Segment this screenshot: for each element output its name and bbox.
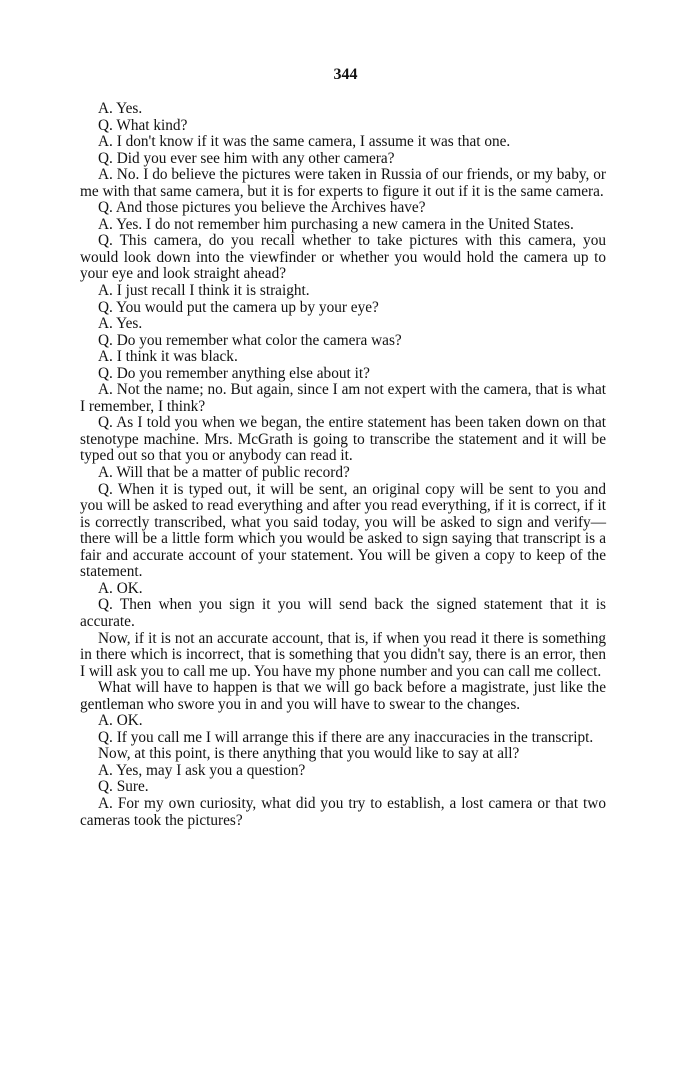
transcript-paragraph: A. Yes. (98, 315, 143, 333)
transcript-paragraph: A. OK. (98, 712, 143, 730)
transcript-paragraph: A. I think it was black. (98, 348, 238, 366)
transcript-paragraph: Q. And those pictures you believe the Archives have? (98, 199, 426, 217)
transcript-paragraph: Q. Do you remember what color the camera was? (98, 331, 402, 349)
page-number: 344 (333, 66, 358, 83)
transcript-paragraph: Q. When it is typed out, it will be sent, an original copy will be sent to you and you will be asked to read everything and after you read everything, if it is correct, if it is correctly transcribed, what you said today, you will be asked to sign and verify—there will be a little form which you would be asked to sign saying that transcript is a fair and accurate account of your statement. You will be given a copy to keep of the statement. (80, 480, 606, 581)
transcript-paragraph: Q. Did you ever see him with any other camera? (98, 149, 395, 167)
transcript-paragraph: Q. If you call me I will arrange this if there are any inaccuracies in the transcript. (98, 728, 594, 746)
transcript-paragraph: A. I just recall I think it is straight. (98, 282, 310, 300)
transcript-paragraph: A. Not the name; no. But again, since I am not expert with the camera, that is what I remember, I think? (80, 381, 606, 415)
transcript-paragraph: A. No. I do believe the pictures were taken in Russia of our friends, or my baby, or me with that same camera, but it is for experts to figure it out if it is the same camera. (80, 166, 606, 200)
transcript-paragraph: Q. As I told you when we began, the entire statement has been taken down on that stenotype machine. Mrs. McGrath is going to transcribe the statement and it will be typed out so that you or anybody can read it. (80, 414, 606, 465)
transcript-paragraph: Q. Then when you sign it you will send back the signed statement that it is accurate. (80, 596, 606, 630)
transcript-body (80, 101, 606, 829)
transcript-paragraph: A. For my own curiosity, what did you try to establish, a lost camera or that two cameras took the pictures? (80, 794, 606, 829)
transcript-paragraph: A. Will that be a matter of public record? (98, 464, 350, 482)
transcript-paragraph: A. Yes, may I ask you a question? (98, 761, 306, 779)
transcript-paragraph: A. OK. (98, 579, 143, 597)
transcript-paragraph: Q. You would put the camera up by your eye? (98, 298, 379, 316)
transcript-paragraph: Q. What kind? (98, 116, 188, 134)
transcript-paragraph: Q. This camera, do you recall whether to take pictures with this camera, you would look down into the viewfinder or whether you would hold the camera up to your eye and look straight ahead? (80, 232, 606, 283)
transcript-paragraph: Q. Sure. (98, 778, 149, 796)
transcript-paragraph: A. Yes. (98, 100, 143, 117)
transcript-paragraph: Now, if it is not an accurate account, that is, if when you read it there is something in there which is incorrect, that is something that you didn't say, there is an error, then I will ask you to call me up. You have my phone number and you can call me collect. (80, 629, 606, 680)
transcript-paragraph: A. I don't know if it was the same camera, I assume it was that one. (98, 133, 511, 151)
transcript-paragraph: What will have to happen is that we will go back before a magistrate, just like the gentleman who swore you in and you will have to swear to the changes. (80, 679, 606, 713)
transcript-paragraph: Now, at this point, is there anything that you would like to say at all? (98, 745, 520, 763)
transcript-paragraph: A. Yes. I do not remember him purchasing a new camera in the United States. (98, 215, 574, 233)
transcript-paragraph: Q. Do you remember anything else about it? (98, 364, 370, 382)
